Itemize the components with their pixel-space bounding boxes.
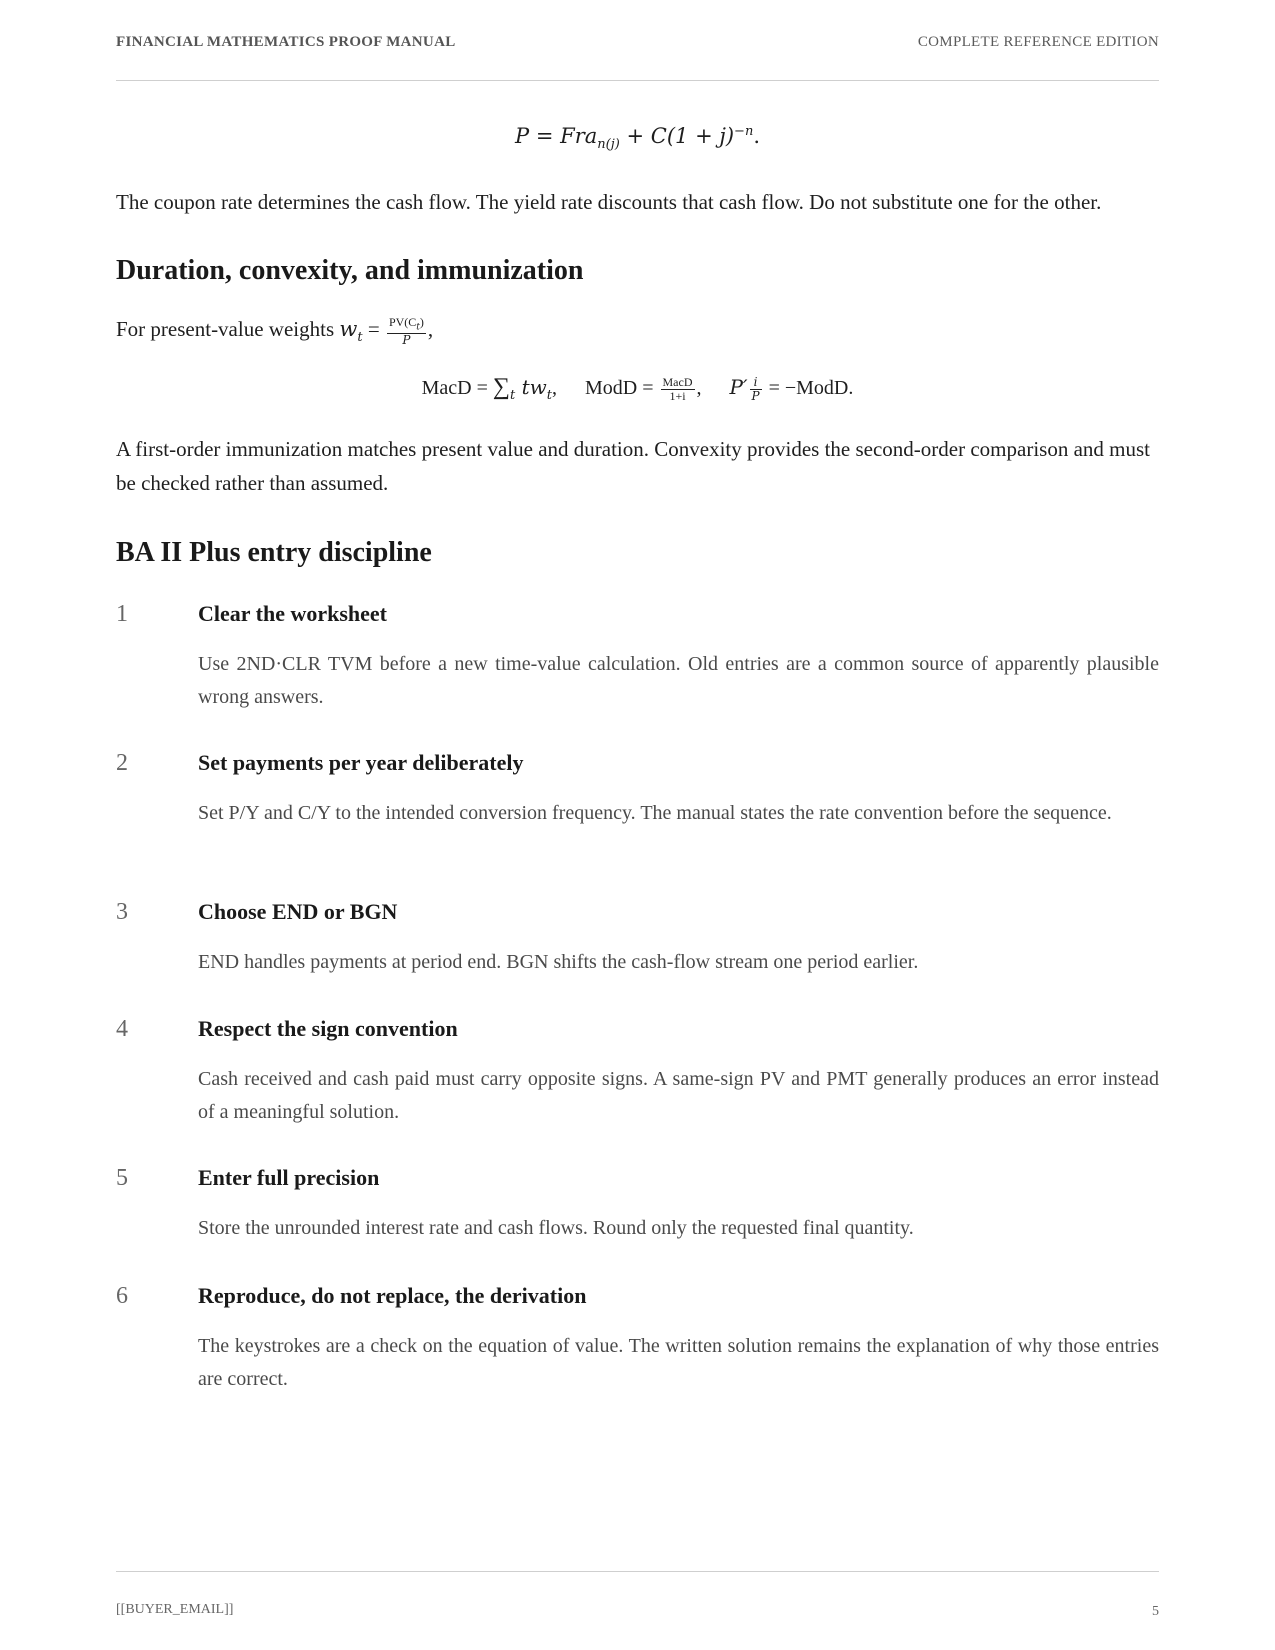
modd-label: ModD — [584, 377, 638, 399]
weights-prefix: For present-value weights — [116, 317, 335, 342]
frac-den: P — [402, 332, 411, 347]
step-number: 1 — [116, 601, 128, 627]
step-title: Reproduce, do not replace, the derivation — [198, 1283, 587, 1308]
macd-label: MacD — [421, 377, 472, 399]
annuity-subscript: n(j) — [597, 137, 620, 153]
footer-rule — [116, 1571, 1159, 1572]
section-heading-duration: Duration, convexity, and immunization — [116, 255, 584, 286]
page-number: 5 — [1152, 1604, 1159, 1619]
weight-fraction — [387, 316, 426, 346]
immunization-paragraph: A first-order immunization matches present value and duration. Convexity provides the second-order comparison and must be checked rather than assumed. — [116, 437, 1150, 495]
eq-sign: = — [535, 124, 554, 148]
step-number: 3 — [116, 899, 128, 925]
sum-body-subscript: t — [546, 388, 552, 403]
footer-buyer-email: [[BUYER_EMAIL]] — [116, 1602, 234, 1617]
weight-symbol: w — [339, 317, 358, 342]
pfrac-num: i — [750, 376, 762, 390]
p-ratio-fraction — [750, 376, 762, 402]
frac-num: PV(C — [388, 315, 417, 329]
modd-num: MacD — [662, 375, 693, 390]
formula-tail: = −ModD. — [763, 377, 854, 399]
step-number: 4 — [116, 1016, 128, 1042]
step-title: Respect the sign convention — [198, 1016, 458, 1041]
step-body: Cash received and cash paid must carry opposite signs. A same-sign PV and PMT generally produces an error instead of a meaningful solution. — [198, 1068, 1159, 1123]
step-body: The keystrokes are a check on the equation of value. The written solution remains the explanation of why those entries are correct. — [198, 1335, 1159, 1390]
step-number: 2 — [116, 750, 128, 776]
weights-eq: = — [367, 317, 380, 342]
coupon-paragraph: The coupon rate determines the cash flow. The yield rate discounts that cash flow. Do not substitute one for the other. — [116, 190, 1102, 214]
modd-eq: = — [637, 377, 659, 399]
sigma-symbol: ∑ — [492, 374, 510, 400]
frac-num-close: ) — [419, 315, 424, 329]
modd-fraction — [661, 376, 695, 402]
price-equation — [0, 124, 1275, 152]
weights-definition — [116, 316, 433, 346]
annuity-symbol: Fra — [560, 124, 598, 148]
step-title: Choose END or BGN — [198, 899, 398, 924]
modd-den: 1+i — [669, 388, 686, 403]
step-number: 5 — [116, 1165, 128, 1191]
step-body: Use 2ND·CLR TVM before a new time-value calculation. Old entries are a common source of apparently plausible wrong answers. — [198, 653, 1159, 708]
eq-period: . — [753, 124, 760, 148]
step-body: END handles payments at period end. BGN shifts the cash-flow stream one period earlier. — [198, 951, 919, 973]
pfrac-den: P — [751, 388, 760, 403]
step-title: Enter full precision — [198, 1165, 380, 1190]
sep-2: , — [696, 377, 702, 399]
discount-term: + C(1 + j) — [626, 124, 735, 148]
p-prime: P′ — [729, 375, 748, 399]
sep-1: , — [551, 377, 557, 399]
running-header — [116, 34, 1159, 51]
step-number: 6 — [116, 1283, 128, 1309]
step-title: Clear the worksheet — [198, 601, 387, 626]
weight-subscript: t — [357, 330, 363, 346]
discount-exponent: −n — [734, 124, 754, 139]
step-body: Set P/Y and C/Y to the intended conversion frequency. The manual states the rate convention before the sequence. — [198, 802, 1112, 824]
sum-body: tw — [515, 375, 547, 399]
frac-num-sub: t — [416, 322, 420, 333]
macd-eq: = — [471, 377, 493, 399]
step-body: Store the unrounded interest rate and cash flows. Round only the requested final quantity. — [198, 1217, 914, 1239]
sigma-subscript: t — [510, 388, 516, 403]
weights-comma: , — [427, 317, 434, 342]
section-heading-ba: BA II Plus entry discipline — [116, 537, 432, 568]
duration-formulas — [0, 374, 1275, 403]
step-title: Set payments per year deliberately — [198, 750, 524, 775]
eq-lhs: P — [515, 124, 530, 148]
header-rule — [116, 80, 1159, 81]
header-edition: COMPLETE REFERENCE EDITION — [917, 34, 1159, 50]
header-title: FINANCIAL MATHEMATICS PROOF MANUAL — [116, 34, 456, 50]
